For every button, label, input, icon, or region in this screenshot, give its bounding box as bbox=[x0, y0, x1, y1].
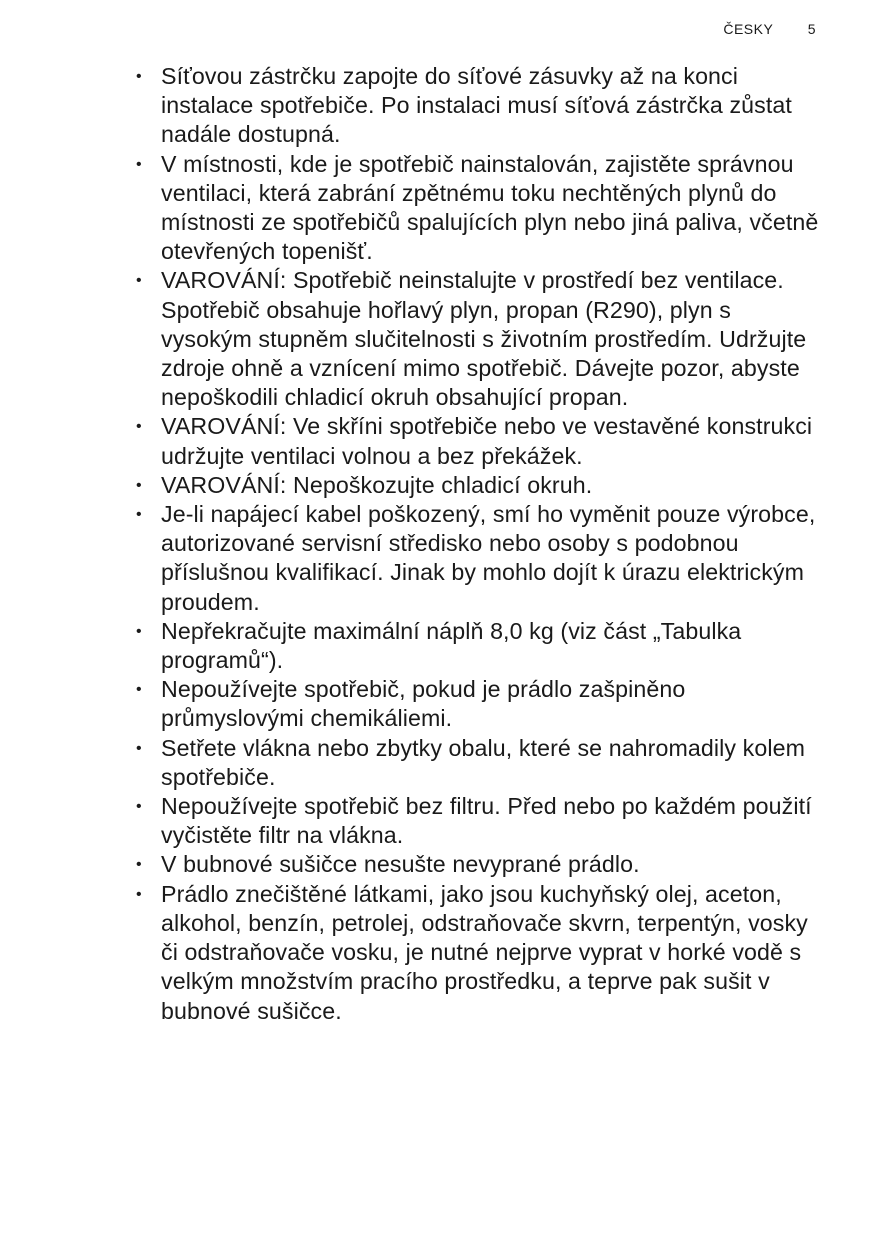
list-item bbox=[128, 675, 828, 733]
list-item bbox=[128, 500, 828, 617]
list-item bbox=[128, 266, 828, 412]
page-number: 5 bbox=[807, 21, 816, 37]
list-item-text: VAROVÁNÍ: Ve skříni spotřebiče nebo ve vestavěné konstrukci udržujte ventilaci volnou a bez překážek. bbox=[161, 413, 813, 469]
list-item bbox=[128, 792, 828, 850]
list-item-text: VAROVÁNÍ: Nepoškozujte chladicí okruh. bbox=[161, 471, 593, 498]
bullet-icon: • bbox=[136, 885, 142, 903]
list-item bbox=[128, 880, 828, 1026]
list-item-text: Nepoužívejte spotřebič bez filtru. Před nebo po každém použití vyčistěte filtr na vlákna. bbox=[161, 793, 812, 849]
list-item-text: VAROVÁNÍ: Spotřebič neinstalujte v prostředí bez ventilace. bbox=[161, 267, 784, 294]
list-item bbox=[128, 150, 828, 267]
list-item bbox=[128, 412, 828, 470]
list-item-text: V bubnové sušičce nesušte nevyprané prádlo. bbox=[161, 851, 640, 878]
bullet-icon: • bbox=[136, 272, 142, 290]
list-item-text: Síťovou zástrčku zapojte do síťové zásuvky až na konci instalace spotřebiče. Po instalaci musí síťová zástrčka zůstat nadále dostupná. bbox=[161, 63, 792, 148]
list-item-text: Spotřebič obsahuje hořlavý plyn, propan (R290), plyn s vysokým stupněm slučitelnosti s životním prostředím. Udržujte zdroje ohně a vznícení mimo spotřebič. Dávejte pozor, abyste nepoškodili chladicí okruh obsahující propan. bbox=[161, 296, 807, 411]
bullet-icon: • bbox=[136, 68, 142, 85]
page-header bbox=[723, 21, 816, 37]
bullet-icon: • bbox=[136, 681, 142, 699]
bullet-icon: • bbox=[136, 506, 142, 524]
list-item-text: Je-li napájecí kabel poškozený, smí ho vyměnit pouze výrobce, autorizované servisní středisko nebo osoby s podobnou příslušnou kvalifikací. Jinak by mohlo dojít k úrazu elektrickým proudem. bbox=[161, 501, 816, 615]
list-item bbox=[128, 734, 828, 792]
bullet-icon: • bbox=[136, 856, 142, 874]
list-item bbox=[128, 471, 828, 500]
bullet-icon: • bbox=[136, 622, 142, 640]
list-item bbox=[128, 62, 828, 150]
bullet-icon: • bbox=[136, 739, 142, 757]
bullet-icon: • bbox=[136, 418, 142, 436]
list-item bbox=[128, 850, 828, 879]
list-item-text: Nepřekračujte maximální náplň 8,0 kg (viz část „Tabulka programů“). bbox=[161, 617, 742, 674]
list-item-text: Prádlo znečištěné látkami, jako jsou kuchyňský olej, aceton, alkohol, benzín, petrolej, odstraňovače skvrn, terpentýn, vosky či odstraňovače vosku, je nutné nejprve vyprat v horké vodě s velkým množstvím pracího prostředku, a teprve pak sušit v bubnové sušičce. bbox=[161, 880, 808, 1024]
list-item-text: Setřete vlákna nebo zbytky obalu, které se nahromadily kolem spotřebiče. bbox=[161, 734, 805, 790]
list-item-text: V místnosti, kde je spotřebič nainstalován, zajistěte správnou ventilaci, která zabrání zpětnému toku nechtěných plynů do místnosti ze spotřebičů spalujících plyn nebo jiná paliva, včetně otevřených topenišť. bbox=[161, 150, 819, 265]
bullet-icon: • bbox=[136, 798, 142, 816]
safety-instructions-list bbox=[128, 62, 828, 1026]
bullet-icon: • bbox=[136, 476, 142, 494]
document-body bbox=[128, 62, 828, 1026]
language-label: ČESKY bbox=[723, 21, 774, 37]
list-item-text: Nepoužívejte spotřebič, pokud je prádlo zašpiněno průmyslovými chemikáliemi. bbox=[161, 676, 686, 732]
bullet-icon: • bbox=[136, 155, 142, 173]
list-item bbox=[128, 617, 828, 675]
